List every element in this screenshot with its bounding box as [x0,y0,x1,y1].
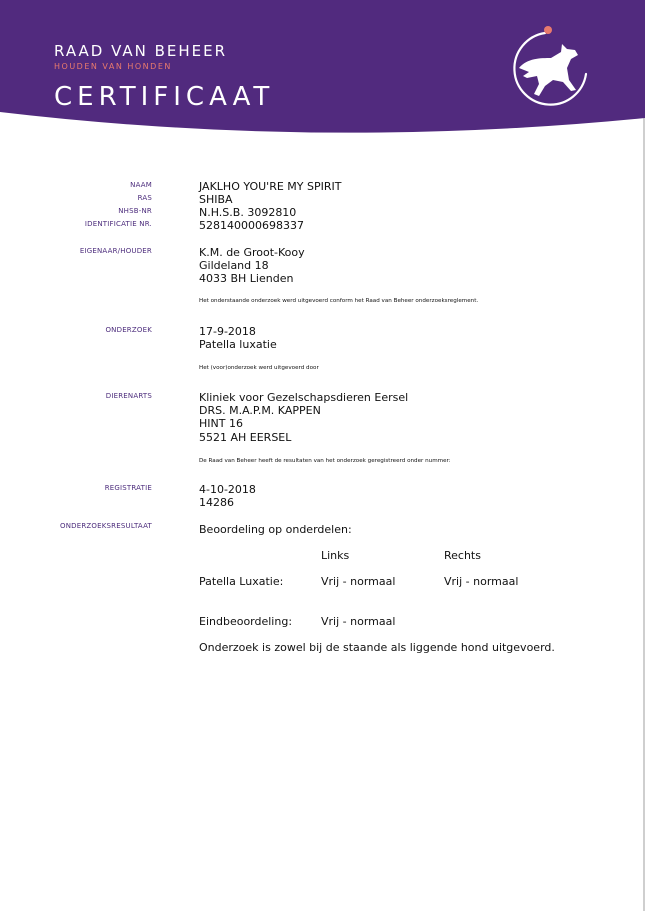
dog-registration-label: NHSB-NR [118,207,152,215]
exam-date: 17-9-2018 [199,325,256,338]
vet-label: DIERENARTS [105,392,152,400]
patella-right-value: Vrij - normaal [444,575,519,588]
vet-city: 5521 AH EERSEL [199,431,292,444]
dog-breed: SHIBA [199,193,233,206]
exam-type: Patella luxatie [199,338,277,351]
owner-label: EIGENAAR/HOUDER [79,247,152,255]
patella-row-label: Patella Luxatie: [199,575,284,588]
column-header-left: Links [321,549,350,562]
dog-name-label: NAAM [130,181,152,189]
regulation-note: Het onderstaande onderzoek werd uitgevoerd conform het Raad van Beheer onderzoeksreglement. [199,298,479,304]
vet-clinic: Kliniek voor Gezelschapsdieren Eersel [199,391,409,404]
dog-breed-label: RAS [137,194,152,202]
result-label: ONDERZOEKSRESULTAAT [59,522,152,530]
certificate-title: CERTIFICAAT [54,82,275,112]
dog-registration-number: N.H.S.B. 3092810 [199,206,297,219]
dog-circle-logo-icon [505,24,595,110]
result-intro: Beoordeling op onderdelen: [199,523,352,536]
dog-name: JAKLHO YOU'RE MY SPIRIT [199,180,342,193]
exam-label: ONDERZOEK [105,326,152,334]
final-assessment-label: Eindbeoordeling: [199,615,293,628]
dog-identification-label: IDENTIFICATIE NR. [84,220,152,228]
patella-left-value: Vrij - normaal [321,575,396,588]
final-assessment-value: Vrij - normaal [321,615,396,628]
registration-note: De Raad van Beheer heeft de resultaten van het onderzoek geregistreerd onder nummer: [199,458,451,464]
organization-tagline: HOUDEN VAN HONDEN [54,62,172,71]
exam-performed-by-note: Het (voor)onderzoek werd uitgevoerd door [199,365,319,371]
vet-name: DRS. M.A.P.M. KAPPEN [199,404,321,417]
registration-date: 4-10-2018 [199,483,256,496]
column-header-right: Rechts [444,549,481,562]
registration-label: REGISTRATIE [104,484,152,492]
vet-street: HINT 16 [199,417,243,430]
organization-name: RAAD VAN BEHEER [54,42,228,60]
owner-name: K.M. de Groot-Kooy [199,246,305,259]
owner-city: 4033 BH Lienden [199,272,294,285]
owner-street: Gildeland 18 [199,259,269,272]
registration-number: 14286 [199,496,234,509]
exam-remark: Onderzoek is zowel bij de staande als liggende hond uitgevoerd. [199,641,555,654]
dog-identification-number: 528140000698337 [199,219,304,232]
